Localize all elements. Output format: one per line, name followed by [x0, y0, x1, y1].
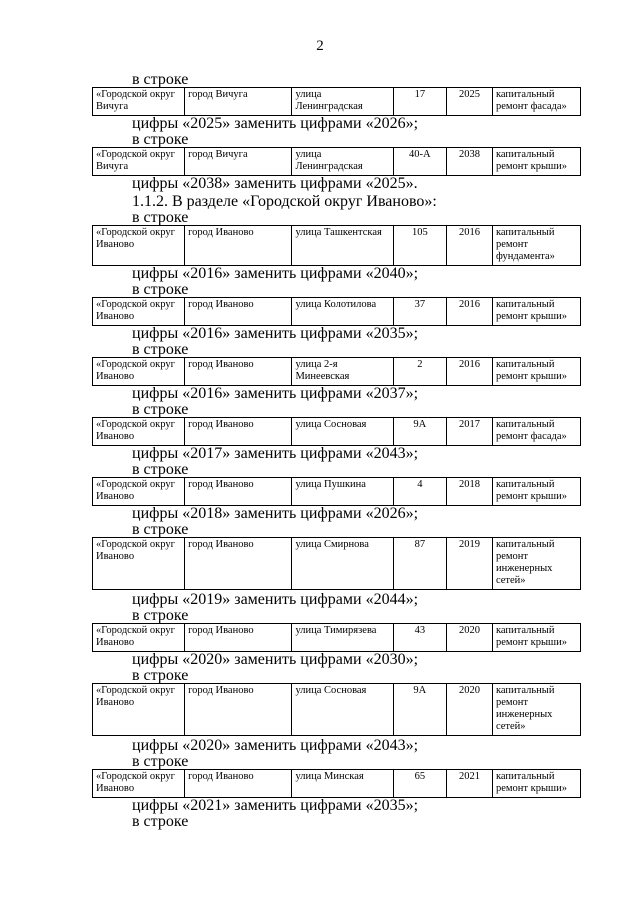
- cell-district: «Городской округ Иваново: [93, 684, 185, 736]
- cell-year: 2025: [446, 88, 492, 116]
- cell-street: улица Смирнова: [292, 538, 393, 590]
- cell-district: «Городской округ Вичуга: [93, 148, 185, 176]
- cell-district: «Городской округ Вичуга: [93, 88, 185, 116]
- cell-year: 2016: [446, 226, 492, 266]
- replacement-text-4: цифры «2016» заменить цифрами «2035»;: [132, 325, 419, 342]
- cell-street: улица Колотилова: [292, 298, 393, 326]
- table-row-7: [92, 477, 581, 506]
- replacement-text-11: цифры «2021» заменить цифрами «2035»;: [132, 797, 419, 814]
- cell-house: 105: [393, 226, 446, 266]
- cell-work: капитальный ремонт крыши»: [492, 478, 580, 506]
- cell-street: улица Сосновая: [292, 684, 393, 736]
- replacement-text-3: цифры «2016» заменить цифрами «2040»;: [132, 265, 419, 282]
- cell-house: 87: [393, 538, 446, 590]
- cell-city: город Вичуга: [185, 148, 292, 176]
- in-row-label: в строке: [132, 131, 189, 148]
- replacement-text-6: цифры «2017» заменить цифрами «2043»;: [132, 445, 419, 462]
- cell-house: 65: [393, 770, 446, 798]
- in-row-label: в строке: [132, 461, 189, 478]
- cell-district: «Городской округ Иваново: [93, 226, 185, 266]
- cell-city: город Иваново: [185, 624, 292, 652]
- cell-year: 2038: [446, 148, 492, 176]
- table-row-4: [92, 297, 581, 326]
- table-row-2: [92, 147, 581, 176]
- table-row-6: [92, 417, 581, 446]
- cell-house: 9А: [393, 418, 446, 446]
- replacement-text-10: цифры «2020» заменить цифрами «2043»;: [132, 737, 419, 754]
- replacement-text-1: цифры «2025» заменить цифрами «2026»;: [132, 115, 419, 132]
- in-row-label: в строке: [132, 607, 189, 624]
- cell-work: капитальный ремонт крыши»: [492, 148, 580, 176]
- cell-district: «Городской округ Иваново: [93, 358, 185, 386]
- table-row-10: [92, 683, 581, 736]
- in-row-label: в строке: [132, 71, 189, 88]
- in-row-label: в строке: [132, 281, 189, 298]
- cell-district: «Городской округ Иваново: [93, 418, 185, 446]
- cell-house: 17: [393, 88, 446, 116]
- cell-city: город Иваново: [185, 770, 292, 798]
- table-row-5: [92, 357, 581, 386]
- cell-street: улица Ленинградская: [292, 148, 393, 176]
- table-row-8: [92, 537, 581, 590]
- cell-district: «Городской округ Иваново: [93, 538, 185, 590]
- table-row-9: [92, 623, 581, 652]
- cell-district: «Городской округ Иваново: [93, 298, 185, 326]
- cell-district: «Городской округ Иваново: [93, 624, 185, 652]
- cell-district: «Городской округ Иваново: [93, 478, 185, 506]
- cell-street: улица Сосновая: [292, 418, 393, 446]
- cell-city: город Иваново: [185, 358, 292, 386]
- cell-street: улица Ленинградская: [292, 88, 393, 116]
- cell-year: 2016: [446, 298, 492, 326]
- cell-city: город Иваново: [185, 418, 292, 446]
- cell-city: город Иваново: [185, 684, 292, 736]
- cell-house: 9А: [393, 684, 446, 736]
- cell-street: улица Тимирязева: [292, 624, 393, 652]
- section-intro: 1.1.2. В разделе «Городской округ Иваново»:: [132, 193, 437, 210]
- in-row-label: в строке: [132, 813, 189, 830]
- table-row-11: [92, 769, 581, 798]
- cell-house: 2: [393, 358, 446, 386]
- cell-year: 2018: [446, 478, 492, 506]
- in-row-label: в строке: [132, 401, 189, 418]
- cell-house: 40-А: [393, 148, 446, 176]
- cell-work: капитальный ремонт фундамента»: [492, 226, 580, 266]
- cell-city: город Иваново: [185, 538, 292, 590]
- cell-city: город Иваново: [185, 226, 292, 266]
- cell-work: капитальный ремонт крыши»: [492, 770, 580, 798]
- in-row-label: в строке: [132, 667, 189, 684]
- cell-work: капитальный ремонт крыши»: [492, 298, 580, 326]
- cell-city: город Иваново: [185, 478, 292, 506]
- cell-year: 2020: [446, 684, 492, 736]
- replacement-text-2: цифры «2038» заменить цифрами «2025».: [132, 175, 418, 192]
- cell-work: капитальный ремонт фасада»: [492, 418, 580, 446]
- cell-street: улица Пушкина: [292, 478, 393, 506]
- in-row-label: в строке: [132, 209, 189, 226]
- cell-street: улица Минская: [292, 770, 393, 798]
- cell-year: 2016: [446, 358, 492, 386]
- cell-year: 2020: [446, 624, 492, 652]
- replacement-text-7: цифры «2018» заменить цифрами «2026»;: [132, 505, 419, 522]
- cell-city: город Иваново: [185, 298, 292, 326]
- in-row-label: в строке: [132, 753, 189, 770]
- cell-house: 37: [393, 298, 446, 326]
- cell-city: город Вичуга: [185, 88, 292, 116]
- cell-work: капитальный ремонт фасада»: [492, 88, 580, 116]
- table-row-1: [92, 87, 581, 116]
- in-row-label: в строке: [132, 341, 189, 358]
- replacement-text-8: цифры «2019» заменить цифрами «2044»;: [132, 591, 419, 608]
- table-row-3: [92, 225, 581, 266]
- cell-work: капитальный ремонт крыши»: [492, 358, 580, 386]
- cell-house: 4: [393, 478, 446, 506]
- cell-work: капитальный ремонт инженерных сетей»: [492, 684, 580, 736]
- cell-year: 2019: [446, 538, 492, 590]
- cell-year: 2017: [446, 418, 492, 446]
- replacement-text-9: цифры «2020» заменить цифрами «2030»;: [132, 651, 419, 668]
- cell-year: 2021: [446, 770, 492, 798]
- cell-work: капитальный ремонт крыши»: [492, 624, 580, 652]
- page-number: 2: [316, 38, 324, 54]
- cell-street: улица 2-я Минеевская: [292, 358, 393, 386]
- cell-house: 43: [393, 624, 446, 652]
- cell-street: улица Ташкентская: [292, 226, 393, 266]
- in-row-label: в строке: [132, 521, 189, 538]
- cell-work: капитальный ремонт инженерных сетей»: [492, 538, 580, 590]
- cell-district: «Городской округ Иваново: [93, 770, 185, 798]
- replacement-text-5: цифры «2016» заменить цифрами «2037»;: [132, 385, 419, 402]
